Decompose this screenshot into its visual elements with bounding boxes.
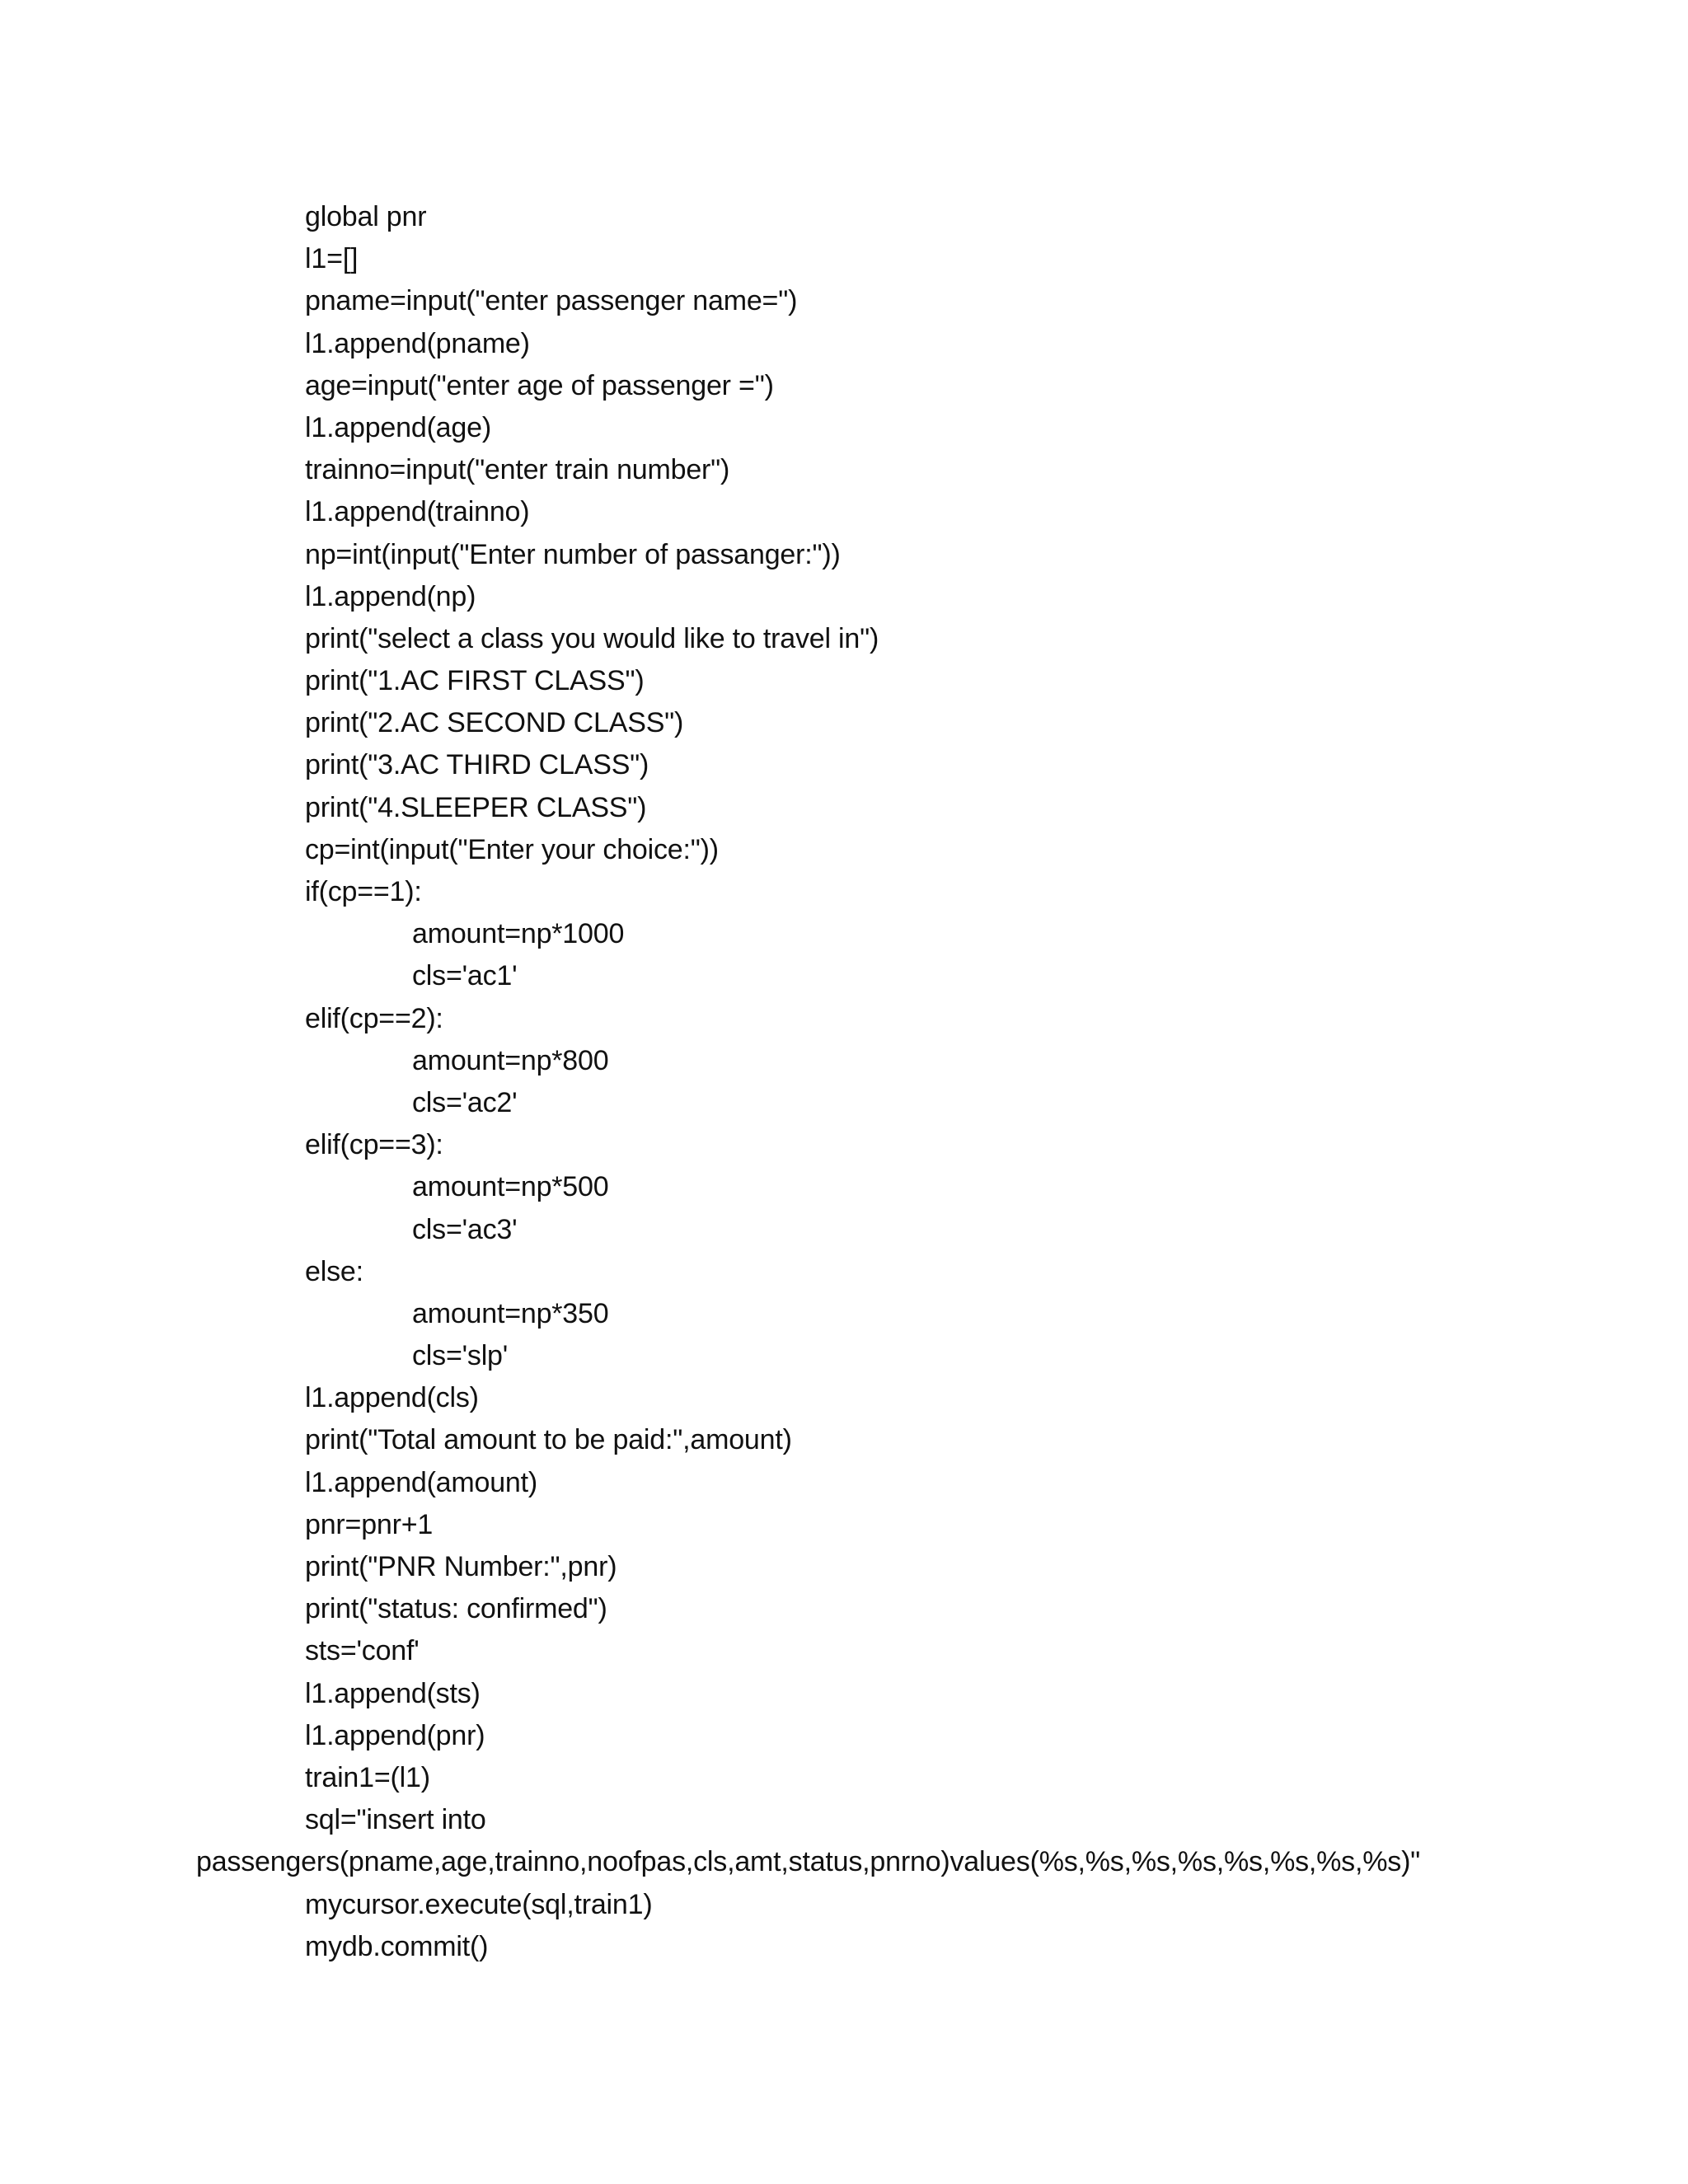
code-line: cls='ac3': [412, 1213, 518, 1245]
code-line: else:: [305, 1255, 363, 1287]
code-line: print("PNR Number:",pnr): [305, 1551, 617, 1582]
code-line: elif(cp==3):: [305, 1129, 443, 1161]
code-line: age=input("enter age of passenger ="): [305, 369, 774, 401]
code-line: l1.append(sts): [305, 1677, 481, 1709]
code-line: print("Total amount to be paid:",amount): [305, 1424, 792, 1456]
code-line: train1=(l1): [305, 1761, 430, 1793]
code-line: global pnr: [305, 201, 427, 232]
code-line: print("3.AC THIRD CLASS"): [305, 749, 649, 781]
code-line: trainno=input("enter train number"): [305, 454, 730, 486]
code-line: pnr=pnr+1: [305, 1508, 434, 1540]
code-line: amount=np*350: [412, 1297, 609, 1329]
code-line: l1.append(pnr): [305, 1719, 485, 1751]
code-line: l1.append(age): [305, 411, 491, 443]
code-line: cls='slp': [412, 1340, 509, 1372]
code-line: elif(cp==2):: [305, 1002, 443, 1034]
code-line: np=int(input("Enter number of passanger:")): [305, 538, 841, 570]
code-line: cls='ac1': [412, 960, 518, 992]
code-line: pname=input("enter passenger name="): [305, 285, 798, 317]
code-line: cp=int(input("Enter your choice:")): [305, 833, 719, 865]
code-line: sql="insert into: [305, 1804, 486, 1836]
code-line: mycursor.execute(sql,train1): [305, 1888, 653, 1920]
code-line: amount=np*800: [412, 1044, 609, 1076]
code-line: passengers(pname,age,trainno,noofpas,cls,amt,status,pnrno)values(%s,%s,%s,%s,%s,%s,%s,%s)": [196, 1846, 1421, 1878]
code-line: l1.append(amount): [305, 1466, 538, 1498]
code-line: l1.append(np): [305, 580, 476, 612]
code-line: l1.append(trainno): [305, 496, 530, 528]
code-block: [0, 196, 1688, 1968]
code-line: print("select a class you would like to travel in"): [305, 622, 879, 654]
code-line: print("1.AC FIRST CLASS"): [305, 665, 645, 697]
code-line: cls='ac2': [412, 1086, 518, 1118]
code-line: if(cp==1):: [305, 876, 422, 907]
code-line: print("2.AC SECOND CLASS"): [305, 707, 684, 739]
code-line: print("4.SLEEPER CLASS"): [305, 791, 647, 823]
code-line: l1.append(pname): [305, 327, 530, 359]
code-line: mydb.commit(): [305, 1930, 489, 1962]
code-line: amount=np*1000: [412, 918, 625, 950]
code-line: l1=[]: [305, 243, 359, 275]
code-line: l1.append(cls): [305, 1382, 479, 1414]
code-line: amount=np*500: [412, 1171, 609, 1203]
code-line: sts='conf': [305, 1635, 420, 1667]
code-line: print("status: confirmed"): [305, 1593, 607, 1625]
